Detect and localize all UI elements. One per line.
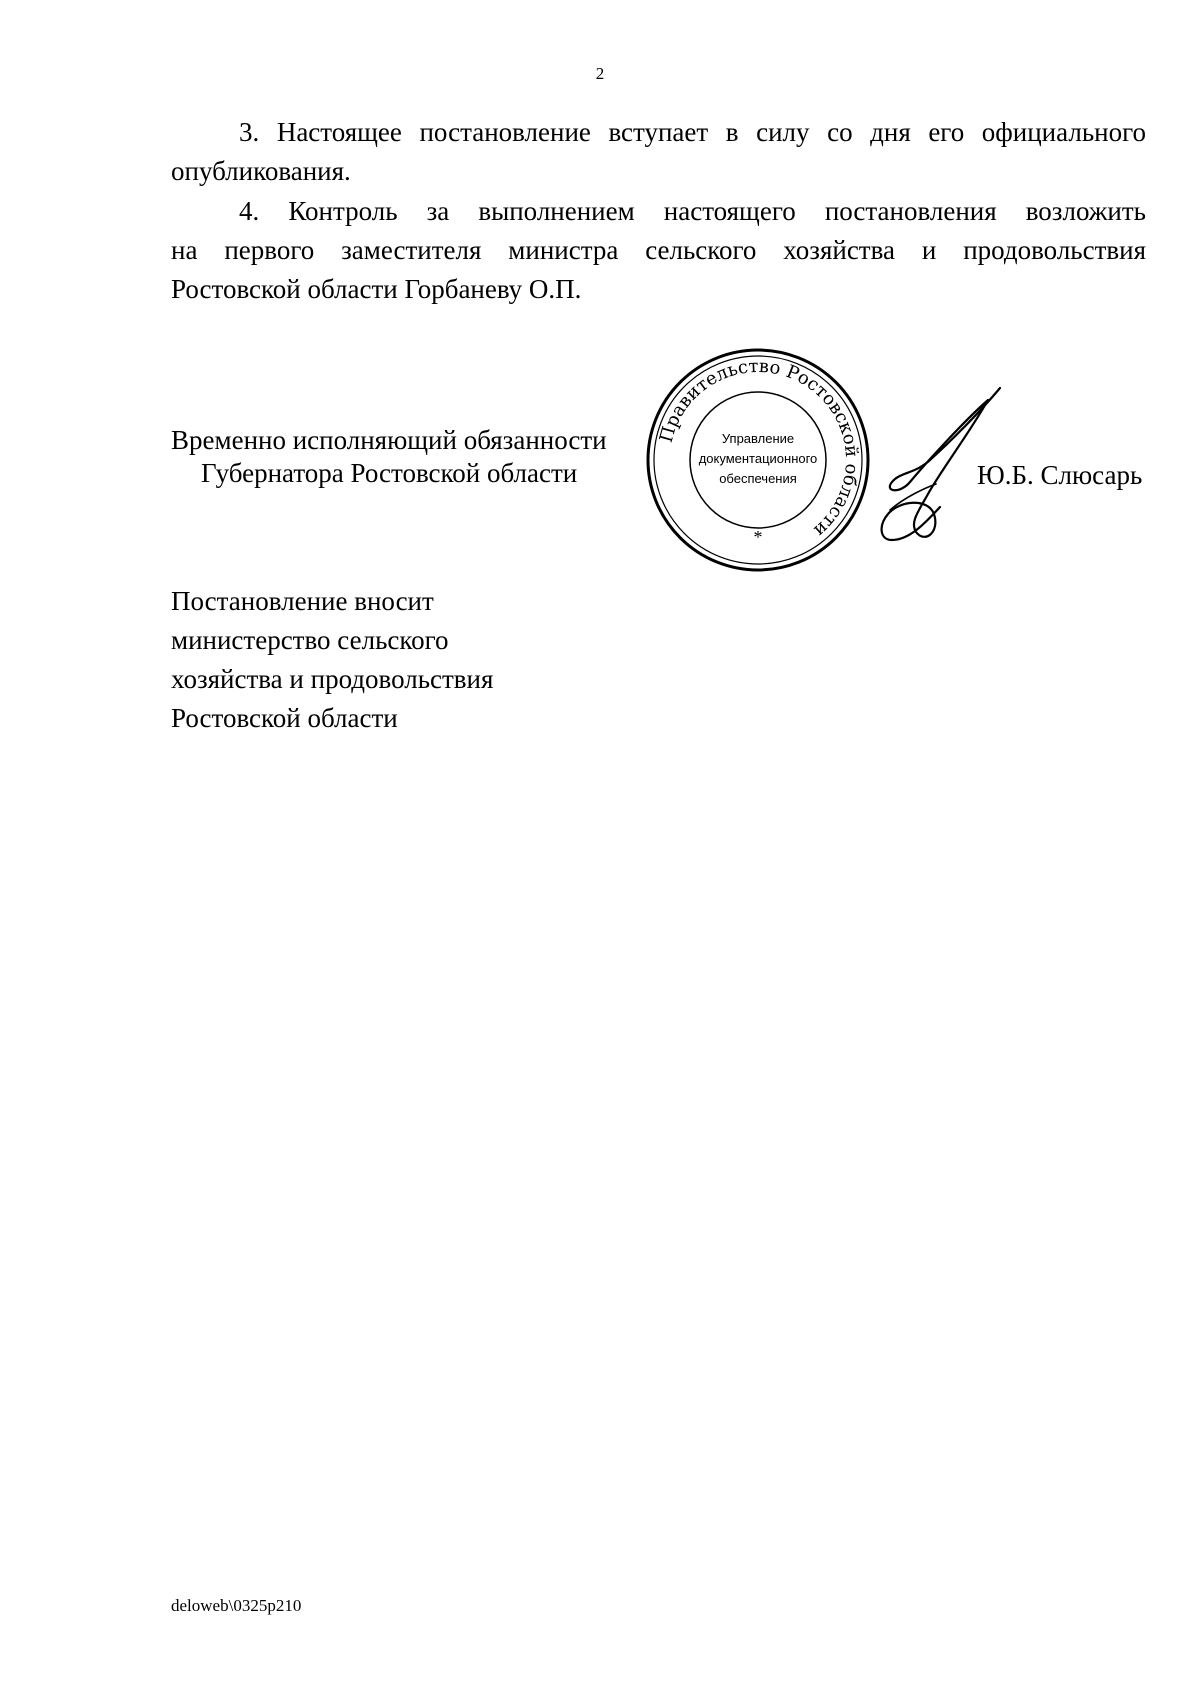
submitter-note [171,582,493,738]
paragraph-4 [171,192,1146,309]
document-code: deloweb\0325p210 [171,1596,302,1615]
paragraph-4-line-2: на первого заместителя министра сельского хозяйства и продовольствия [171,235,1146,265]
seal-inner-line-2: документационного [698,451,818,466]
seal-ring-text: Правительство Ростовской области [655,355,863,541]
submitter-line-3: хозяйства и продовольствия [171,664,494,694]
signer-position [171,424,607,490]
paragraph-4-line-1: 4. Контроль за выполнением настоящего постановления возложить [239,196,1146,226]
paragraph-3-line-1: 3. Настоящее постановление вступает в силу со дня его официального [239,117,1146,147]
paragraph-3-line-2: опубликования. [171,156,351,186]
signer-position-line-1: Временно исполняющий обязанности [171,425,607,455]
submitter-line-4: Ростовской области [171,703,398,733]
paragraph-3 [171,113,1146,191]
submitter-line-1: Постановление вносит [171,586,434,616]
signer-position-line-2: Губернатора Ростовской области [201,458,578,488]
official-seal [645,347,871,573]
seal-inner-line-1: Управление [721,431,795,446]
seal-inner-line-3: обеспечения [719,471,797,486]
submitter-line-2: министерство сельского [171,625,449,655]
page-number: 2 [595,64,605,83]
signer-name: Ю.Б. Слюсарь [977,460,1143,490]
paragraph-4-line-3: Ростовской области Горбаневу О.П. [171,274,582,304]
seal-star: * [753,527,763,547]
